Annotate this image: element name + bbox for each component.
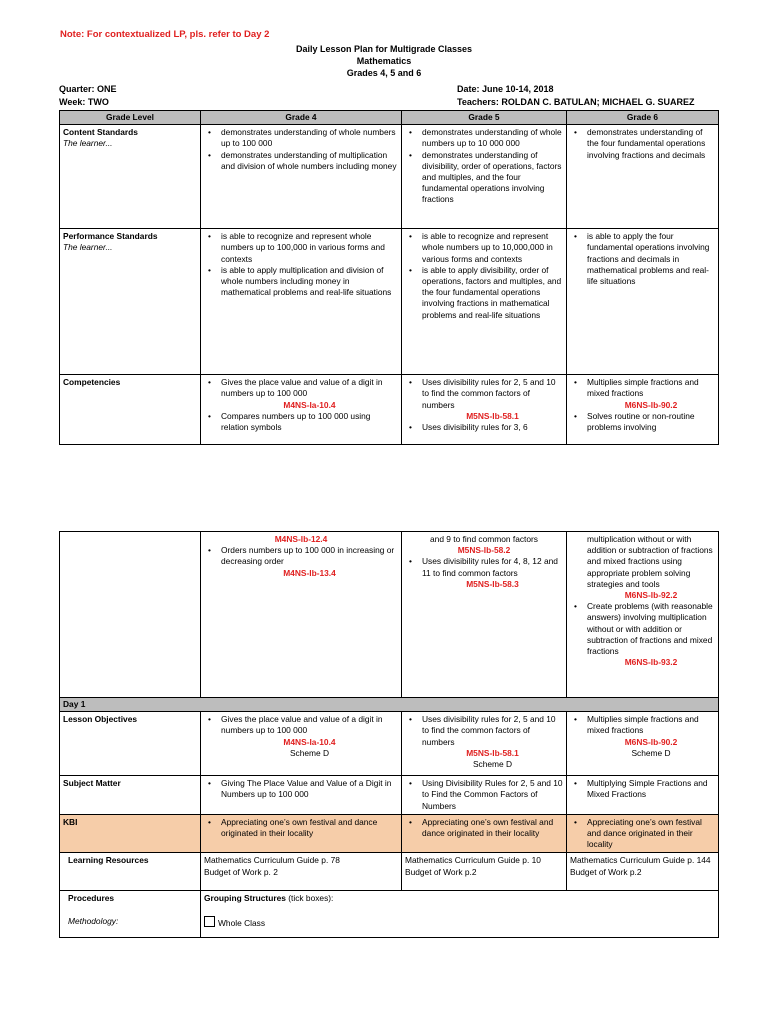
grade5-subject-cell: [402, 776, 567, 815]
objective-text: Gives the place value and value of a digit in numbers up to 100 000: [221, 714, 383, 736]
competency-code: M4NS-Ia-10.4: [283, 399, 336, 410]
resource-line: Mathematics Curriculum Guide p. 10: [405, 855, 541, 866]
grade5-performance-cell: [402, 229, 567, 375]
resource-line: Mathematics Curriculum Guide p. 78: [204, 855, 340, 866]
lesson-objectives-label-cell: [60, 712, 201, 776]
subject-matter-row: [60, 776, 719, 815]
competency-text: Multiplies simple fractions and mixed fractions: [587, 377, 699, 399]
grouping-structures-hint: (tick boxes):: [285, 893, 334, 904]
list-item: • Solves routine or non-routine problems involving: [587, 411, 715, 433]
date-label: Date: June 10-14, 2018: [457, 84, 554, 94]
grade4-kbi-cell: [201, 814, 402, 853]
scheme-label: Scheme D: [631, 747, 671, 758]
list-item: • is able to apply divisibility, order of operations, factors and multiples, and the four fundamental operations involving fractions in mathematical problems and real-life situations: [422, 265, 563, 321]
checkbox-icon[interactable]: [204, 916, 215, 927]
performance-standards-label-cell: [60, 229, 201, 375]
scheme-label: Scheme D: [472, 759, 513, 770]
grades-title: Grades 4, 5 and 6: [346, 68, 422, 78]
row-label: Performance Standards: [63, 231, 158, 242]
competency-text: Uses divisibility rules for 4, 8, 12 and 11 to find common factors: [422, 556, 558, 578]
competency-text: Create problems (with reasonable answers) involving multiplication without or with addition or subtraction of fractions and mixed fractions: [587, 601, 713, 657]
grade6-header: Grade 6: [567, 111, 719, 125]
day-label: Day 1: [60, 698, 719, 712]
grade-level-header: Grade Level: [60, 111, 201, 125]
kbi-label-cell: [60, 814, 201, 853]
list-item: [587, 601, 715, 668]
lesson-plan-table-top: [59, 110, 719, 445]
empty-label-cell: [60, 532, 201, 698]
objective-code: M6NS-Ib-90.2: [624, 736, 678, 747]
row-label: Subject Matter: [63, 778, 121, 789]
list-item: • is able to recognize and represent whole numbers up to 100,000 in various forms and contexts: [221, 231, 398, 265]
list-item: [422, 377, 563, 422]
grade5-resources-cell: [402, 853, 567, 891]
row-label: Competencies: [63, 377, 121, 388]
row-label: Content Standards: [63, 127, 138, 138]
competency-code: M6NS-Ib-90.2: [624, 399, 678, 410]
competency-continued: [570, 534, 715, 601]
grade5-kbi-cell: [402, 814, 567, 853]
grade4-performance-cell: [201, 229, 402, 375]
competency-text: and 9 to find common factors: [430, 534, 538, 544]
grade5-content-cell: [402, 125, 567, 229]
grade4-content-cell: [201, 125, 402, 229]
document-title: Daily Lesson Plan for Multigrade Classes: [295, 44, 473, 54]
objective-text: Multiplies simple fractions and mixed fractions: [587, 714, 699, 736]
objective-text: Uses divisibility rules for 2, 5 and 10 to find the common factors of numbers: [422, 714, 556, 747]
procedures-row: [60, 891, 719, 938]
lesson-plan-table-bottom: [59, 531, 719, 938]
list-item: • demonstrates understanding of divisibility, order of operations, factors and multiples, and the four fundamental operations involving fractions: [422, 150, 563, 206]
list-item: • demonstrates understanding of whole numbers up to 10 000 000: [422, 127, 563, 149]
row-label: Learning Resources: [68, 855, 149, 866]
list-item: [221, 545, 398, 579]
list-item: [422, 556, 563, 590]
subject-matter-label-cell: [60, 776, 201, 815]
content-standards-label-cell: [60, 125, 201, 229]
competency-text: Orders numbers up to 100 000 in increasing or decreasing order: [221, 545, 395, 567]
resource-line: Budget of Work p.2: [570, 866, 642, 877]
competency-code: M5NS-Ib-58.2: [457, 545, 511, 556]
row-sublabel: The learner...: [63, 242, 113, 253]
grade6-competencies-cell: [567, 375, 719, 445]
grade4-competencies-cont-cell: [201, 532, 402, 698]
list-item: • demonstrates understanding of multiplication and division of whole numbers including money: [221, 150, 398, 172]
list-item: [422, 714, 563, 770]
learning-resources-label-cell: [60, 853, 201, 891]
contextualized-note: Note: For contextualized LP, pls. refer to Day 2: [60, 29, 270, 40]
methodology-label: Methodology:: [68, 915, 119, 926]
resource-line: Mathematics Curriculum Guide p. 144: [570, 855, 711, 866]
competency-code: M6NS-Ib-93.2: [624, 657, 678, 668]
row-label: KBI: [63, 816, 78, 827]
competency-code: M5NS-Ib-58.3: [466, 578, 519, 589]
list-item: • is able to recognize and represent whole numbers up to 10,000,000 in various forms and contexts: [422, 231, 563, 265]
list-item: • is able to apply multiplication and division of whole numbers including money in mathematical problems and real-life situations: [221, 265, 398, 299]
subject-title: Mathematics: [356, 56, 412, 66]
lesson-objectives-row: [60, 712, 719, 776]
grade4-resources-cell: [201, 853, 402, 891]
grade6-competencies-cont-cell: [567, 532, 719, 698]
list-item: • Compares numbers up to 100 000 using relation symbols: [221, 411, 398, 433]
procedures-label-cell: [60, 891, 201, 938]
grade4-objectives-cell: [201, 712, 402, 776]
grade5-competencies-cell: [402, 375, 567, 445]
competency-text: Uses divisibility rules for 2, 5 and 10 to find the common factors of numbers: [422, 377, 556, 410]
row-label: Lesson Objectives: [63, 714, 138, 725]
list-item: • Using Divisibility Rules for 2, 5 and 10 to Find the Common Factors of Numbers: [422, 778, 563, 812]
list-item: [221, 714, 398, 759]
list-item: [587, 377, 715, 411]
list-item: • demonstrates understanding of the four fundamental operations involving fractions and decimals: [587, 127, 715, 161]
row-label: Procedures: [68, 893, 115, 904]
grade6-subject-cell: [567, 776, 719, 815]
procedures-content-cell: [201, 891, 719, 938]
grade6-content-cell: [567, 125, 719, 229]
scheme-label: Scheme D: [289, 747, 330, 758]
grade4-header: Grade 4: [201, 111, 402, 125]
competency-code: M4NS-Ib-12.4: [274, 534, 328, 544]
grade5-competencies-cont-cell: [402, 532, 567, 698]
competency-code: M6NS-Ib-92.2: [624, 590, 678, 601]
competency-text: Gives the place value and value of a digit in numbers up to 100 000: [221, 377, 383, 399]
whole-class-label: Whole Class: [218, 917, 266, 928]
kbi-row: [60, 814, 719, 853]
whole-class-option[interactable]: [204, 916, 715, 929]
list-item: • Giving The Place Value and Value of a Digit in Numbers up to 100 000: [221, 778, 398, 800]
resource-line: Budget of Work p. 2: [204, 866, 278, 877]
list-item: • demonstrates understanding of whole numbers up to 100 000: [221, 127, 398, 149]
grade4-subject-cell: [201, 776, 402, 815]
competencies-row: [60, 375, 719, 445]
performance-standards-row: [60, 229, 719, 375]
competencies-continued-row: [60, 532, 719, 698]
day-header-row: [60, 698, 719, 712]
list-item: • Appreciating one’s own festival and dance originated in their locality: [422, 817, 563, 839]
grade6-kbi-cell: [567, 814, 719, 853]
grouping-structures-label: Grouping Structures: [204, 893, 286, 904]
grade-header-row: [60, 111, 719, 125]
quarter-label: Quarter: ONE: [59, 84, 117, 94]
list-item: • is able to apply the four fundamental operations involving fractions and decimals in mathematical problems and real-life situations: [587, 231, 715, 287]
list-item: • Appreciating one’s own festival and dance originated in their locality: [587, 817, 715, 851]
list-item: • Uses divisibility rules for 3, 6: [422, 422, 563, 433]
objective-code: M5NS-Ib-58.1: [466, 747, 519, 758]
list-item: • Appreciating one’s own festival and dance originated in their locality: [221, 817, 398, 839]
grade5-header: Grade 5: [402, 111, 567, 125]
objective-code: M4NS-Ia-10.4: [283, 736, 336, 747]
content-standards-row: [60, 125, 719, 229]
competency-code: M5NS-Ib-58.1: [466, 410, 519, 421]
grade4-competencies-cell: [201, 375, 402, 445]
grade6-objectives-cell: [567, 712, 719, 776]
competency-text: multiplication without or with addition or subtraction of fractions and mixed fractions using appropriate problem solving strategies and tools: [587, 534, 713, 589]
row-sublabel: The learner...: [63, 138, 113, 149]
grade6-resources-cell: [567, 853, 719, 891]
list-item: [221, 377, 398, 411]
list-item: [587, 714, 715, 759]
grade6-performance-cell: [567, 229, 719, 375]
list-item: • Multiplying Simple Fractions and Mixed Fractions: [587, 778, 715, 800]
competency-code: M4NS-Ib-13.4: [283, 567, 336, 578]
grouping-structures-line: [204, 893, 715, 904]
teachers-label: Teachers: ROLDAN C. BATULAN; MICHAEL G. SUAREZ: [457, 97, 695, 107]
week-label: Week: TWO: [59, 97, 109, 107]
competencies-label-cell: [60, 375, 201, 445]
learning-resources-row: [60, 853, 719, 891]
resource-line: Budget of Work p.2: [405, 866, 477, 877]
grade5-objectives-cell: [402, 712, 567, 776]
